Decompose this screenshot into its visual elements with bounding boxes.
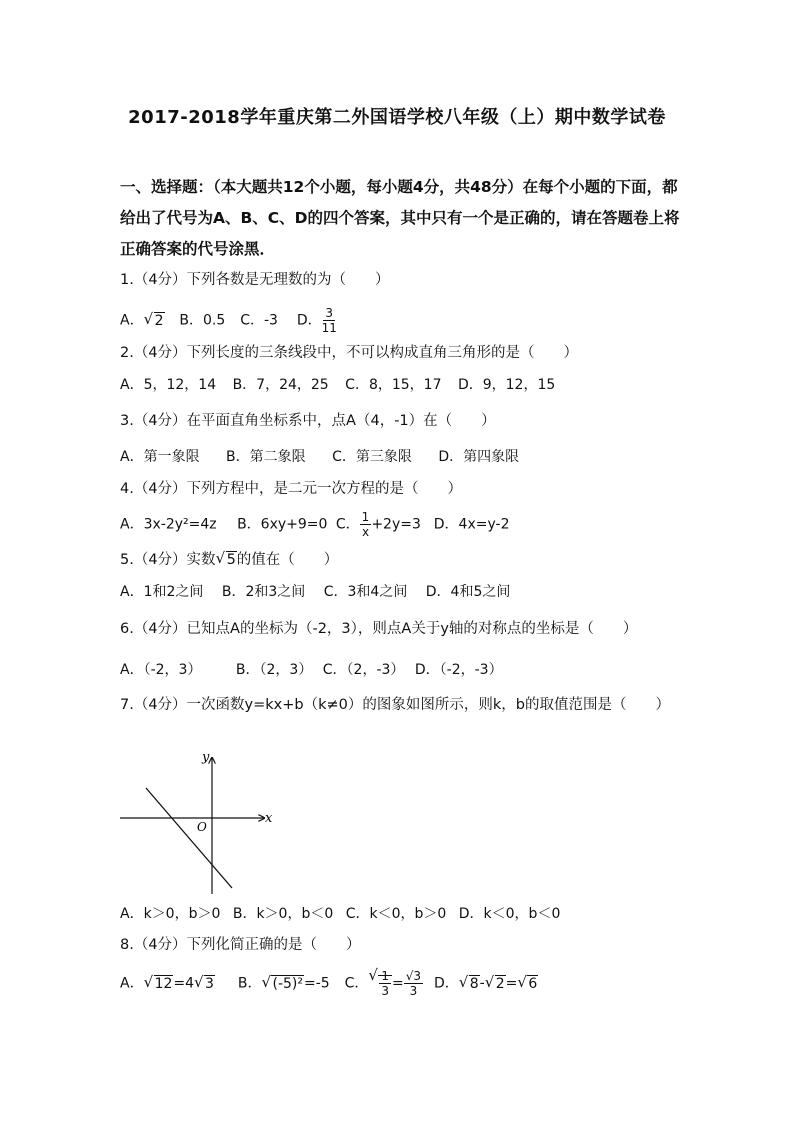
option-c: C．3和4之间 — [323, 584, 408, 600]
option-a: A．（-2，3） — [120, 662, 202, 678]
option-d-fraction: $\frac{3}{11}$ — [321, 306, 337, 335]
option-c: C．第三象限 — [332, 449, 412, 465]
option-b: B．0.5 — [179, 312, 226, 329]
question-2: 2.（4分）下列长度的三条线段中，不可以构成直角三角形的是（ ） — [120, 345, 579, 361]
question-4-options — [120, 510, 509, 539]
option-c-sqrt: √ $\frac{1}{3}$ — [368, 969, 392, 998]
option-d: D．k＜0，b＜0 — [458, 906, 561, 922]
question-1-options — [120, 306, 337, 335]
question-2-options — [120, 374, 555, 394]
option-d-sqrt-2: √ 2 — [485, 976, 506, 992]
option-b: B．6xy+9=0 — [237, 516, 328, 533]
question-8: 8.（4分）下列化简正确的是（ ） — [120, 937, 361, 953]
option-c-fraction: $\frac{1}{x}$ — [361, 510, 370, 539]
option-c-rest: +2y=3 — [371, 516, 421, 533]
option-c-label: C． — [344, 975, 369, 992]
option-d-sqrt-1: √ 8 — [459, 976, 480, 992]
question-1: 1.（4分）下列各数是无理数的为（ ） — [120, 272, 390, 288]
question-5-options — [120, 581, 510, 601]
option-b: B．7，24，25 — [232, 377, 329, 393]
option-d: D．（-2，-3） — [414, 662, 503, 678]
question-6-options — [120, 659, 503, 679]
y-axis-label: y — [202, 750, 210, 765]
option-c: C．8，15，17 — [345, 377, 442, 393]
option-b-label: B． — [237, 975, 262, 992]
question-3-options — [120, 446, 519, 466]
option-c-label: C． — [335, 516, 360, 533]
option-a-sqrt: √ 2 — [144, 313, 165, 329]
question-5: 5.（4分）实数√ 5的值在（ ） — [120, 548, 338, 569]
option-c-fraction: $\frac{√3}{3}$ — [405, 969, 422, 998]
option-a: A．5，12，14 — [120, 377, 217, 393]
option-a: A．第一象限 — [120, 449, 200, 465]
option-a: A．1和2之间 — [120, 584, 204, 600]
option-a: A．k＞0，b＞0 — [120, 906, 221, 922]
option-b: B．k＞0，b＜0 — [232, 906, 334, 922]
x-axis-label: x — [265, 811, 273, 826]
question-7: 7.（4分）一次函数y=kx+b（k≠0）的图象如图所示，则k，b的取值范围是（ ） — [120, 697, 670, 713]
sqrt-5: √ 5 — [216, 552, 237, 568]
question-8-options: A．√ 12=4√ 3 B．√ (-5)²=-5 C． √ $\frac{1}{3}$ = $\frac{√3}{3}$ D．√ 8-√ 2=√ 6 — [120, 969, 538, 998]
option-b-sqrt: √ (-5)² — [261, 976, 304, 992]
origin-label: O — [197, 820, 207, 834]
question-6: 6.（4分）已知点A的坐标为（-2，3），则点A关于y轴的对称点的坐标是（ ） — [120, 621, 638, 637]
option-c: C．k＜0，b＞0 — [345, 906, 447, 922]
section-instructions: 一、选择题：（本大题共12个小题，每小题4分，共48分）在每个小题的下面，都给出了代号为A、B、C、D的四个答案，其中只有一个是正确的，请在答题卷上将正确答案的代号涂黑． — [120, 178, 680, 258]
option-c: C．（2，-3） — [322, 662, 405, 678]
option-a-sqrt: √ 12 — [144, 976, 174, 992]
option-a-sqrt-2: √ 3 — [194, 976, 215, 992]
option-d: D．9，12，15 — [457, 377, 556, 393]
function-line — [146, 788, 232, 888]
option-c: C．-3 — [240, 312, 278, 329]
option-d: D．4x=y-2 — [433, 516, 510, 533]
option-d-label: D． — [296, 312, 322, 329]
option-d: D．4和5之间 — [425, 584, 511, 600]
option-d: D．第四象限 — [438, 449, 520, 465]
option-b: B．（2，3） — [235, 662, 313, 678]
option-b: B．2和3之间 — [221, 584, 306, 600]
option-a-label: A． — [120, 312, 144, 329]
page-title: 2017-2018学年重庆第二外国语学校八年级（上）期中数学试卷 — [128, 107, 666, 128]
option-d-label: D． — [433, 975, 459, 992]
option-d-sqrt-3: √ 6 — [517, 976, 538, 992]
question-4: 4.（4分）下列方程中，是二元一次方程的是（ ） — [120, 481, 463, 497]
option-b: B．第二象限 — [226, 449, 306, 465]
question-7-options — [120, 903, 560, 923]
option-a-label: A． — [120, 975, 144, 992]
option-a: A．3x-2y²=4z — [120, 516, 217, 533]
question-3: 3.（4分）在平面直角坐标系中，点A（4，-1）在（ ） — [120, 413, 496, 429]
linear-function-graph — [118, 748, 278, 898]
